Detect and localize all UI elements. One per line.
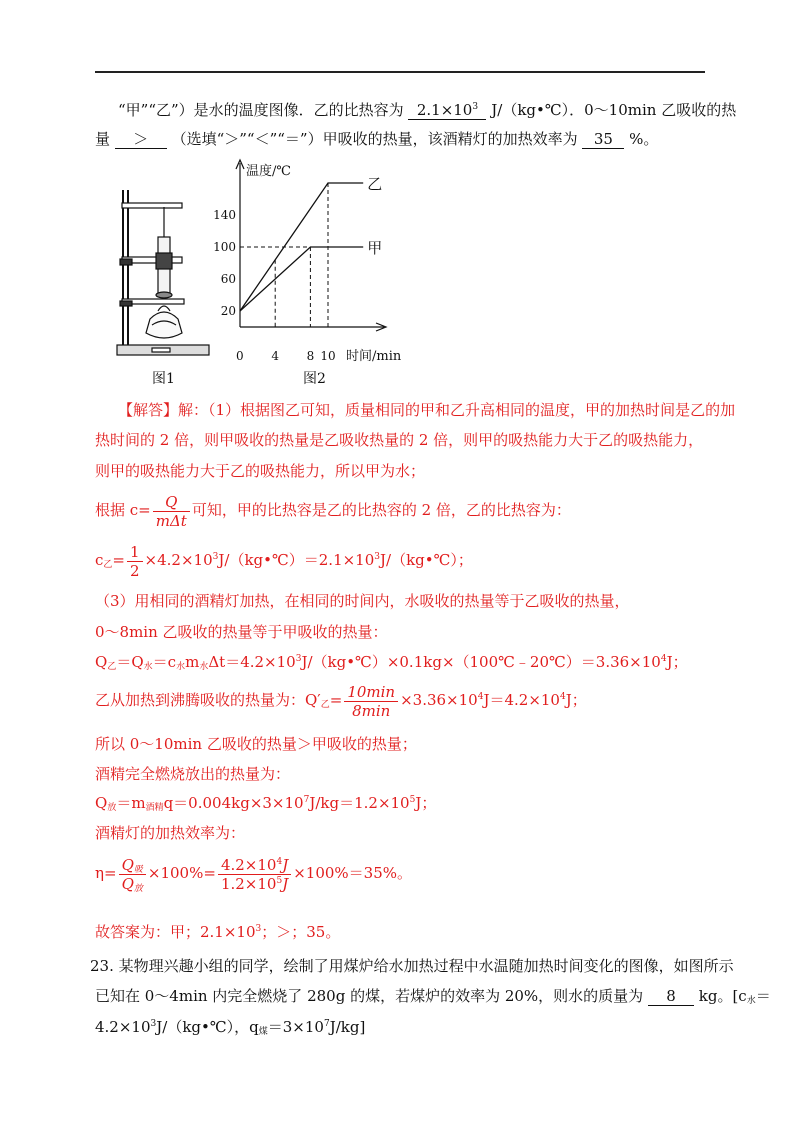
clamp-top	[122, 203, 182, 208]
fraction-time-ratio	[344, 683, 398, 720]
solution-line-9	[95, 680, 587, 720]
apparatus-figure	[112, 185, 212, 365]
solution-line-2: 热时间的 2 倍，则甲吸收的热量是乙吸收热量的 2 倍，则甲的吸热能力大于乙的吸热能力，	[95, 431, 704, 449]
subscript: 吸	[133, 864, 143, 875]
solution-text: ×100%＝35%。	[293, 864, 412, 882]
answer-blank-compare: ＞	[115, 130, 167, 149]
question-23-line-2	[95, 986, 771, 1006]
solution-text: J/（kg•℃）×0.1kg×（100℃﹣20℃）＝3.36×10	[301, 653, 661, 671]
subscript: 水	[176, 662, 186, 672]
solution-line-7: 0～8min 乙吸收的热量等于甲吸收的热量：	[95, 623, 388, 641]
solution-line-12	[95, 793, 436, 813]
solution-text: ＝c	[152, 653, 177, 671]
y-tick-label: 60	[220, 272, 236, 286]
solution-text: η	[95, 864, 104, 882]
unit: J	[282, 874, 289, 893]
alcohol-lamp	[146, 312, 182, 338]
y-tick-label: 20	[220, 304, 236, 318]
temperature-chart	[213, 155, 422, 365]
subscript: 煤	[258, 1027, 268, 1037]
x-tick-label: 8	[306, 349, 315, 363]
solution-line-4	[95, 490, 571, 530]
fraction-denominator: 8min	[352, 701, 391, 720]
solution-text: =	[112, 551, 125, 569]
superscript: 4	[477, 692, 484, 702]
solution-line-1	[118, 400, 735, 420]
solution-text: ×100%=	[147, 864, 216, 882]
fraction-denominator: 2	[130, 561, 140, 580]
subscript: 放	[107, 803, 117, 813]
fraction-numerator: 10min	[344, 683, 398, 702]
header-rule	[95, 71, 705, 73]
answer-text: 2.1×10	[416, 101, 473, 119]
question-text: J/（kg•℃），q	[156, 1018, 259, 1036]
superscript: 4	[559, 692, 566, 702]
subscript: 水	[143, 662, 153, 672]
solution-text: =	[329, 691, 343, 709]
superscript: 3	[212, 552, 219, 562]
question-text: 已知在 0～4min 内完全燃烧了 280g 的煤，若煤炉的效率为 20%，则水的质量为	[95, 987, 644, 1005]
solution-line-6: （3）用相同的酒精灯加热，在相同的时间内，水吸收的热量等于乙吸收的热量，	[95, 592, 630, 610]
solution-text: ×3.36×10	[400, 691, 478, 709]
unit: J	[282, 855, 289, 874]
solution-tag: 【解答】	[118, 401, 179, 419]
fraction-denominator: mΔt	[155, 511, 187, 530]
solution-text: Q	[95, 653, 108, 671]
subscript: 乙	[320, 700, 330, 710]
question-text: kg。[c	[698, 987, 747, 1005]
y-axis-label: 温度/℃	[246, 164, 291, 179]
question-text: ＝3×10	[267, 1018, 324, 1036]
solution-line-13: 酒精灯的加热效率为：	[95, 824, 246, 842]
x-tick-label: 10	[320, 349, 336, 363]
solution-text: J/（kg•℃）；	[380, 551, 473, 569]
question-text: J/（kg•℃）．0～10min 乙吸收的热	[491, 101, 737, 119]
solution-line-5	[95, 540, 473, 580]
question-text: 量	[95, 130, 111, 148]
fraction-denominator: Q	[121, 874, 134, 893]
subscript: 水	[746, 996, 756, 1006]
y-tick-label: 100	[213, 240, 236, 254]
question-23-line-3	[95, 1017, 365, 1037]
figure1-caption: 图1	[152, 371, 175, 387]
question-line-1	[118, 100, 736, 120]
solution-text: =	[104, 864, 117, 882]
question-23-line-1	[90, 956, 734, 976]
solution-line-11: 酒精完全燃烧放出的热量为：	[95, 765, 291, 783]
solution-text: J；	[415, 794, 437, 812]
superscript: 3	[295, 654, 302, 664]
answer-exponent: 3	[472, 102, 479, 112]
subscript: 放	[133, 883, 143, 894]
answer-blank-efficiency: 35	[582, 130, 624, 149]
fraction-c-formula	[153, 493, 190, 530]
answer-blank-mass: 8	[648, 987, 694, 1006]
subscript: 酒精	[145, 803, 164, 813]
fraction-efficiency	[119, 856, 146, 893]
solution-text: ＝m	[116, 794, 146, 812]
question-text: （选填“＞”“＜”“＝”）甲吸收的热量，该酒精灯的加热效率为	[171, 130, 578, 148]
solution-text: J；	[666, 653, 688, 671]
solution-text: 解：（1）根据图乙可知，质量相同的甲和乙升高相同的温度，甲的加热时间是乙的加	[178, 401, 736, 419]
solution-text: Δt＝4.2×10	[208, 653, 296, 671]
solution-line-10: 所以 0～10min 乙吸收的热量＞甲吸收的热量；	[95, 735, 417, 753]
subscript: 水	[199, 662, 209, 672]
superscript: 3	[374, 552, 381, 562]
solution-text: Q	[95, 794, 108, 812]
question-number: 23.	[90, 957, 114, 975]
superscript: 5	[409, 795, 416, 805]
x-axis-label: 时间/min	[346, 349, 402, 364]
series-line-jia	[240, 247, 363, 311]
question-line-2	[95, 129, 658, 149]
subscript: 乙	[107, 662, 117, 672]
question-text: “甲”“乙”）是水的温度图像．乙的比热容为	[118, 101, 404, 119]
fraction-half	[127, 543, 143, 580]
question-text: 某物理兴趣小组的同学，绘制了用煤炉给水加热过程中水温随加热时间变化的图像，如图所示	[118, 957, 734, 975]
solution-text: ×4.2×10	[144, 551, 213, 569]
origin-label: 0	[236, 349, 244, 363]
superscript: 5	[276, 875, 283, 886]
solution-text: m	[185, 653, 200, 671]
x-tick-label: 4	[271, 349, 280, 363]
superscript: 4	[276, 856, 283, 867]
solution-text: ＝Q	[116, 653, 144, 671]
solution-text: ；＞；35。	[261, 923, 341, 941]
superscript: 4	[660, 654, 667, 664]
solution-text: 故答案为：甲；2.1×10	[95, 923, 256, 941]
series-label-jia: 甲	[367, 239, 383, 257]
solution-text: 根据 c=	[95, 501, 151, 519]
solution-text: J；	[565, 691, 587, 709]
superscript: 7	[323, 1019, 330, 1029]
solution-text: J/kg＝1.2×10	[309, 794, 410, 812]
solution-line-8	[95, 652, 688, 672]
solution-text: c	[95, 551, 104, 569]
question-text: ＝	[755, 987, 771, 1005]
y-tick-label: 140	[213, 208, 236, 222]
series-label-yi: 乙	[367, 175, 383, 193]
question-text: 4.2×10	[95, 1018, 151, 1036]
superscript: 7	[303, 795, 310, 805]
solution-text: 乙从加热到沸腾吸收的热量为：Q′	[95, 691, 321, 709]
solution-line-14	[95, 852, 412, 894]
solution-answer-line	[95, 922, 340, 942]
figure2-caption: 图2	[303, 371, 326, 387]
fraction-numerator: Q	[153, 493, 190, 512]
question-text: %。	[629, 130, 659, 148]
question-text: J/kg]	[329, 1018, 366, 1036]
solution-text: 可知，甲的比热容是乙的比热容的 2 倍，乙的比热容为：	[191, 501, 571, 519]
fraction-denominator: 1.2×10	[220, 874, 277, 893]
fraction-energy-ratio	[218, 856, 291, 893]
fraction-numerator: Q	[121, 855, 134, 874]
solution-line-3: 则甲的吸热能力大于乙的吸热能力，所以甲为水；	[95, 462, 426, 480]
solution-text: q＝0.004kg×3×10	[163, 794, 304, 812]
fraction-numerator: 1	[127, 543, 143, 562]
answer-blank-specific-heat	[408, 101, 486, 120]
superscript: 3	[150, 1019, 157, 1029]
fraction-numerator: 4.2×10	[220, 855, 277, 874]
solution-text: J/（kg•℃）＝2.1×10	[218, 551, 375, 569]
superscript: 3	[255, 924, 262, 934]
solution-text: J＝4.2×10	[483, 691, 560, 709]
subscript: 乙	[103, 560, 113, 570]
